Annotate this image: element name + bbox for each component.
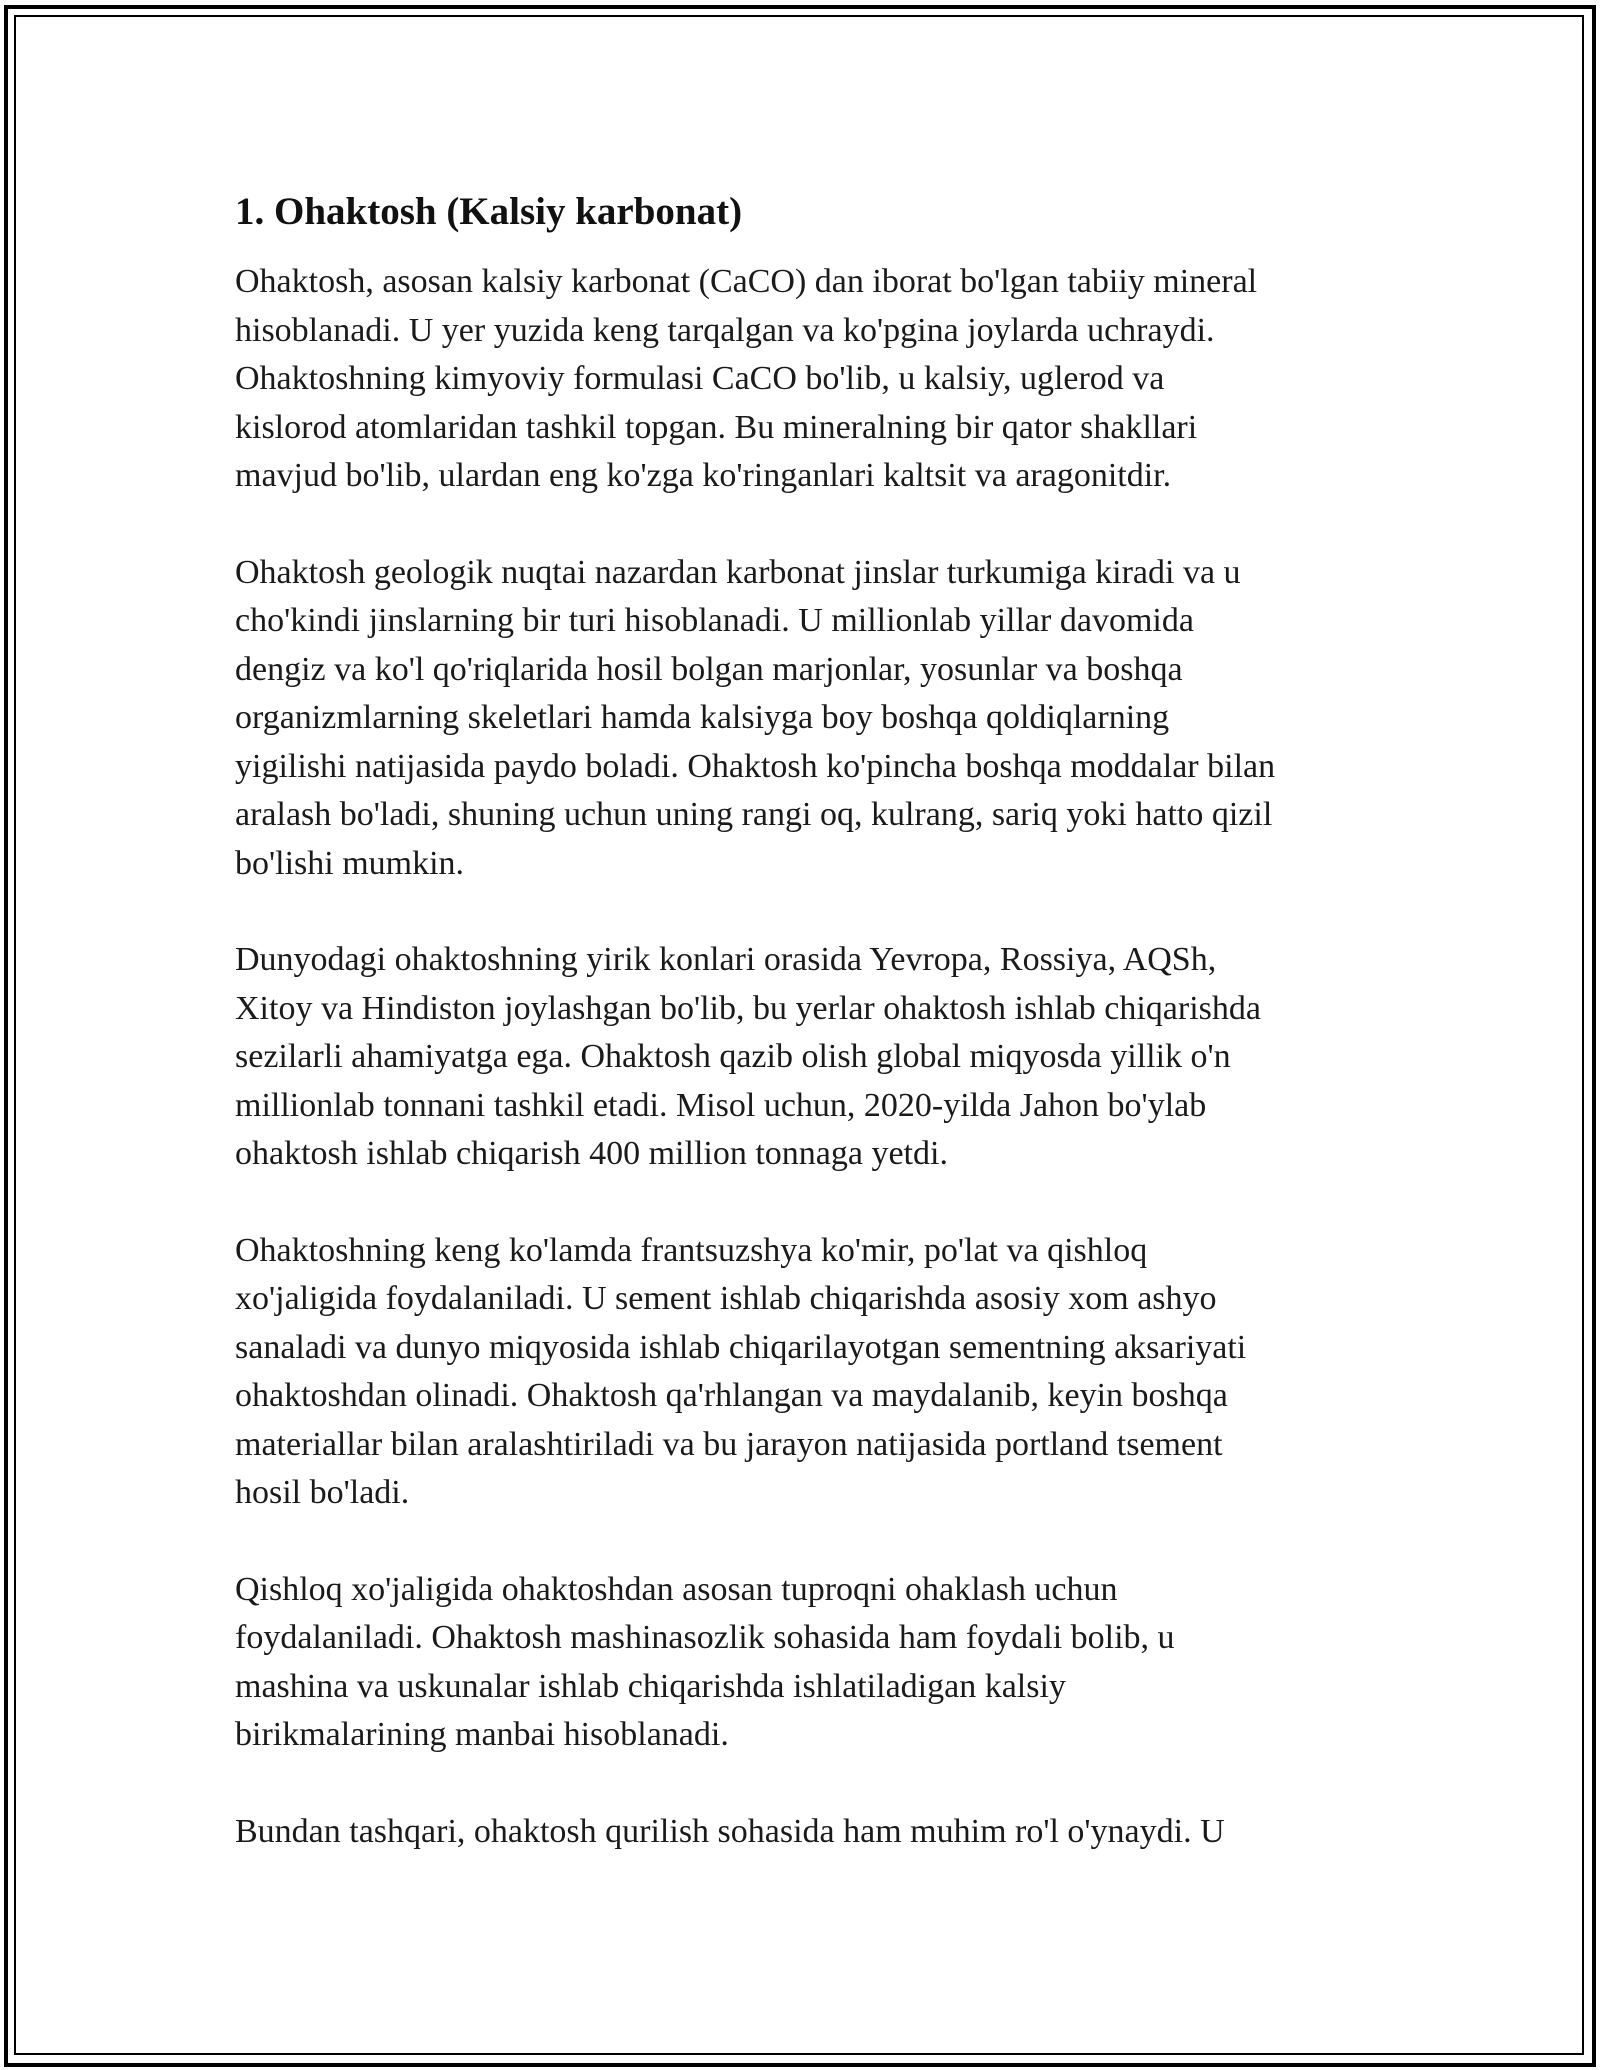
text-line: cho'kindi jinslarning bir turi hisoblanadi. U millionlab yillar davomida (235, 602, 1194, 639)
paragraph (235, 1566, 1375, 1760)
text-line: ohaktoshdan olinadi. Ohaktosh qa'rhlangan va maydalanib, keyin boshqa (235, 1377, 1228, 1414)
text-line: Bundan tashqari, ohaktosh qurilish sohasida ham muhim ro'l o'ynaydi. U (235, 1812, 1225, 1850)
paragraph-list (235, 258, 1375, 1856)
text-line: mashina va uskunalar ishlab chiqarishda ishlatiladigan kalsiy (235, 1667, 1066, 1705)
paragraph (235, 1808, 1375, 1857)
text-line: Dunyodagi ohaktoshning yirik konlari orasida Yevropa, Rossiya, AQSh, (235, 941, 1217, 978)
paragraph (235, 936, 1375, 1179)
text-line: sezilarli ahamiyatga ega. Ohaktosh qazib olish global miqyosda yillik o'n (235, 1038, 1231, 1075)
text-line: hisoblanadi. U yer yuzida keng tarqalgan va ko'pgina joylarda uchraydi. (235, 311, 1215, 349)
text-line: aralash bo'ladi, shuning uchun uning rangi oq, kulrang, sariq yoki hatto qizil (235, 796, 1273, 833)
text-line: organizmlarning skeletlari hamda kalsiyga boy boshqa qoldiqlarning (235, 699, 1170, 736)
text-line: mavjud bo'lib, ulardan eng ko'zga ko'ringanlari kaltsit va aragonitdir. (235, 457, 1172, 494)
text-line: ohaktosh ishlab chiqarish 400 million tonnaga yetdi. (235, 1135, 948, 1172)
text-line: Xitoy va Hindiston joylashgan bo'lib, bu yerlar ohaktosh ishlab chiqarishda (235, 989, 1261, 1027)
paragraph (235, 1227, 1375, 1518)
section-heading: 1. Ohaktosh (Kalsiy karbonat) (235, 190, 743, 233)
text-line: birikmalarining manbai hisoblanadi. (235, 1716, 729, 1753)
text-line: Qishloq xo'jaligida ohaktoshdan asosan tuproqni ohaklash uchun (235, 1570, 1118, 1608)
text-line: xo'jaligida foydalaniladi. U sement ishlab chiqarishda asosiy xom ashyo (235, 1280, 1217, 1317)
paragraph (235, 549, 1375, 889)
text-line: kislorod atomlaridan tashkil topgan. Bu mineralning bir qator shakllari (235, 408, 1198, 446)
text-line: yigilishi natijasida paydo boladi. Ohaktosh ko'pincha boshqa moddalar bilan (235, 747, 1276, 785)
document-body (235, 186, 1375, 1904)
text-line: foydalaniladi. Ohaktosh mashinasozlik sohasida ham foydali bolib, u (235, 1619, 1175, 1656)
text-line: hosil bo'ladi. (235, 1474, 410, 1511)
text-line: Ohaktoshning kimyoviy formulasi CaCO bo'lib, u kalsiy, uglerod va (235, 360, 1165, 397)
text-line: bo'lishi mumkin. (235, 844, 465, 882)
paragraph (235, 258, 1375, 501)
text-line: millionlab tonnani tashkil etadi. Misol uchun, 2020-yilda Jahon bo'ylab (235, 1086, 1207, 1124)
text-line: Ohaktoshning keng ko'lamda frantsuzshya ko'mir, po'lat va qishloq (235, 1231, 1148, 1269)
text-line: sanaladi va dunyo miqyosida ishlab chiqarilayotgan sementning aksariyati (235, 1328, 1247, 1366)
text-line: Ohaktosh geologik nuqtai nazardan karbonat jinslar turkumiga kiradi va u (235, 553, 1241, 591)
text-line: materiallar bilan aralashtiriladi va bu jarayon natijasida portland tsement (235, 1425, 1223, 1463)
text-line: dengiz va ko'l qo'riqlarida hosil bolgan marjonlar, yosunlar va boshqa (235, 650, 1183, 688)
text-line: Ohaktosh, asosan kalsiy karbonat (CaCO) dan iborat bo'lgan tabiiy mineral (235, 263, 1258, 300)
